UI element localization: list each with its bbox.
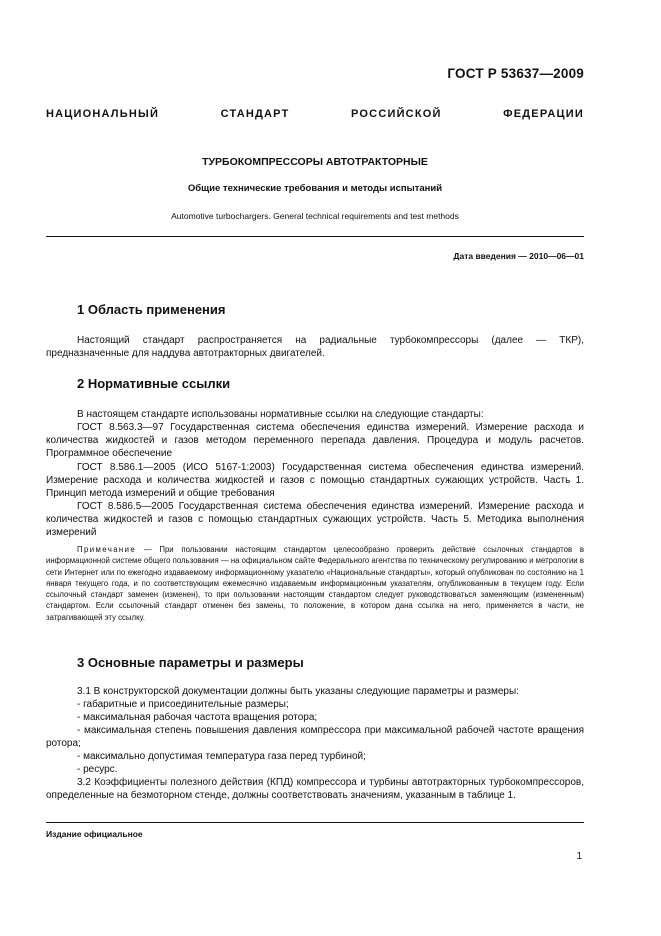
reference-item: ГОСТ 8.586.1—2005 (ИСО 5167-1:2003) Государственная система обеспечения единства измерений. Измерение расхода и количества жидкостей и газов с помощью стандартных сужающих устройств. Часть 1. Принцип метода измерений и общие требования	[46, 462, 584, 500]
reference-item: ГОСТ 8.586.5—2005 Государственная система обеспечения единства измерений. Измерение расхода и количества жидкостей и газов с помощью стандартных сужающих устройств. Часть 5. Методика выполнения измерений	[46, 501, 584, 539]
section-2-note	[46, 544, 584, 623]
paragraph-3-1: 3.1 В конструкторской документации должны быть указаны следующие параметры и размеры:	[77, 686, 519, 697]
note-text: — При пользовании настоящим стандартом целесообразно проверить действие ссылочных стандартов в информационной системе общего пользования — на официальном сайте Федерального агентства по техническому регулированию и метрологии в сети Интернет или по ежегодно издаваемому информационному указателю «Национальные стандарты», который опубликован по состоянию на 1 января текущего года, и по соответствующим ежемесячно издаваемым информационным указателям, опубликованным в текущем году. Если ссылочный стандарт заменен (изменен), то при пользовании настоящим стандартом следует руководствоваться заменяющим (измененным) стандартом. Если ссылочный стандарт отменен без замены, то положение, в котором дана ссылка на него, применяется в части, не затрагивающей эту ссылку.	[46, 545, 584, 622]
note-label: Примечание	[77, 545, 137, 554]
section-1-heading: 1 Область применения	[77, 302, 226, 317]
national-standard-banner: НАЦИОНАЛЬНЫЙ СТАНДАРТ РОССИЙСКОЙ ФЕДЕРАЦИИ	[46, 108, 584, 120]
parameter-list-item: - максимальная степень повышения давления компрессора при максимальной рабочей частоте вращения ротора;	[46, 725, 584, 750]
title-divider	[46, 236, 584, 237]
document-subtitle: Общие технические требования и методы испытаний	[187, 183, 443, 194]
edition-label: Издание официальное	[46, 829, 143, 839]
introduction-date: Дата введения — 2010—06—01	[453, 251, 584, 261]
parameter-list-item: - габаритные и присоединительные размеры;	[77, 699, 289, 710]
english-title: Automotive turbochargers. General technical requirements and test methods	[171, 211, 459, 221]
document-code: ГОСТ Р 53637—2009	[447, 66, 584, 81]
reference-item: ГОСТ 8.563.3—97 Государственная система обеспечения единства измерений. Измерение расхода и количества жидкостей и газов методом переменного перепада давления. Процедура и модуль расчетов. Программное обеспечение	[46, 422, 584, 460]
parameter-list-item: - ресурс.	[77, 764, 118, 775]
section-2-heading: 2 Нормативные ссылки	[77, 376, 231, 391]
paragraph-3-2: 3.2 Коэффициенты полезного действия (КПД) компрессора и турбины автотракторных турбокомпрессоров, определенные на безмоторном стенде, должны соответствовать значениям, указанным в таблице 1.	[46, 777, 584, 802]
page-number: 1	[576, 851, 582, 862]
section-2-intro: В настоящем стандарте использованы нормативные ссылки на следующие стандарты:	[77, 409, 484, 420]
section-3-heading: 3 Основные параметры и размеры	[77, 655, 304, 670]
parameter-list-item: - максимальная рабочая частота вращения ротора;	[77, 712, 318, 723]
footer-divider	[46, 822, 584, 823]
parameter-list-item: - максимально допустимая температура газа перед турбиной;	[77, 751, 366, 762]
document-title: ТУРБОКОМПРЕССОРЫ АВТОТРАКТОРНЫЕ	[202, 156, 428, 168]
section-1-paragraph: Настоящий стандарт распространяется на радиальные турбокомпрессоры (далее — ТКР), предназначенные для наддува автотракторных двигателей.	[46, 335, 584, 360]
